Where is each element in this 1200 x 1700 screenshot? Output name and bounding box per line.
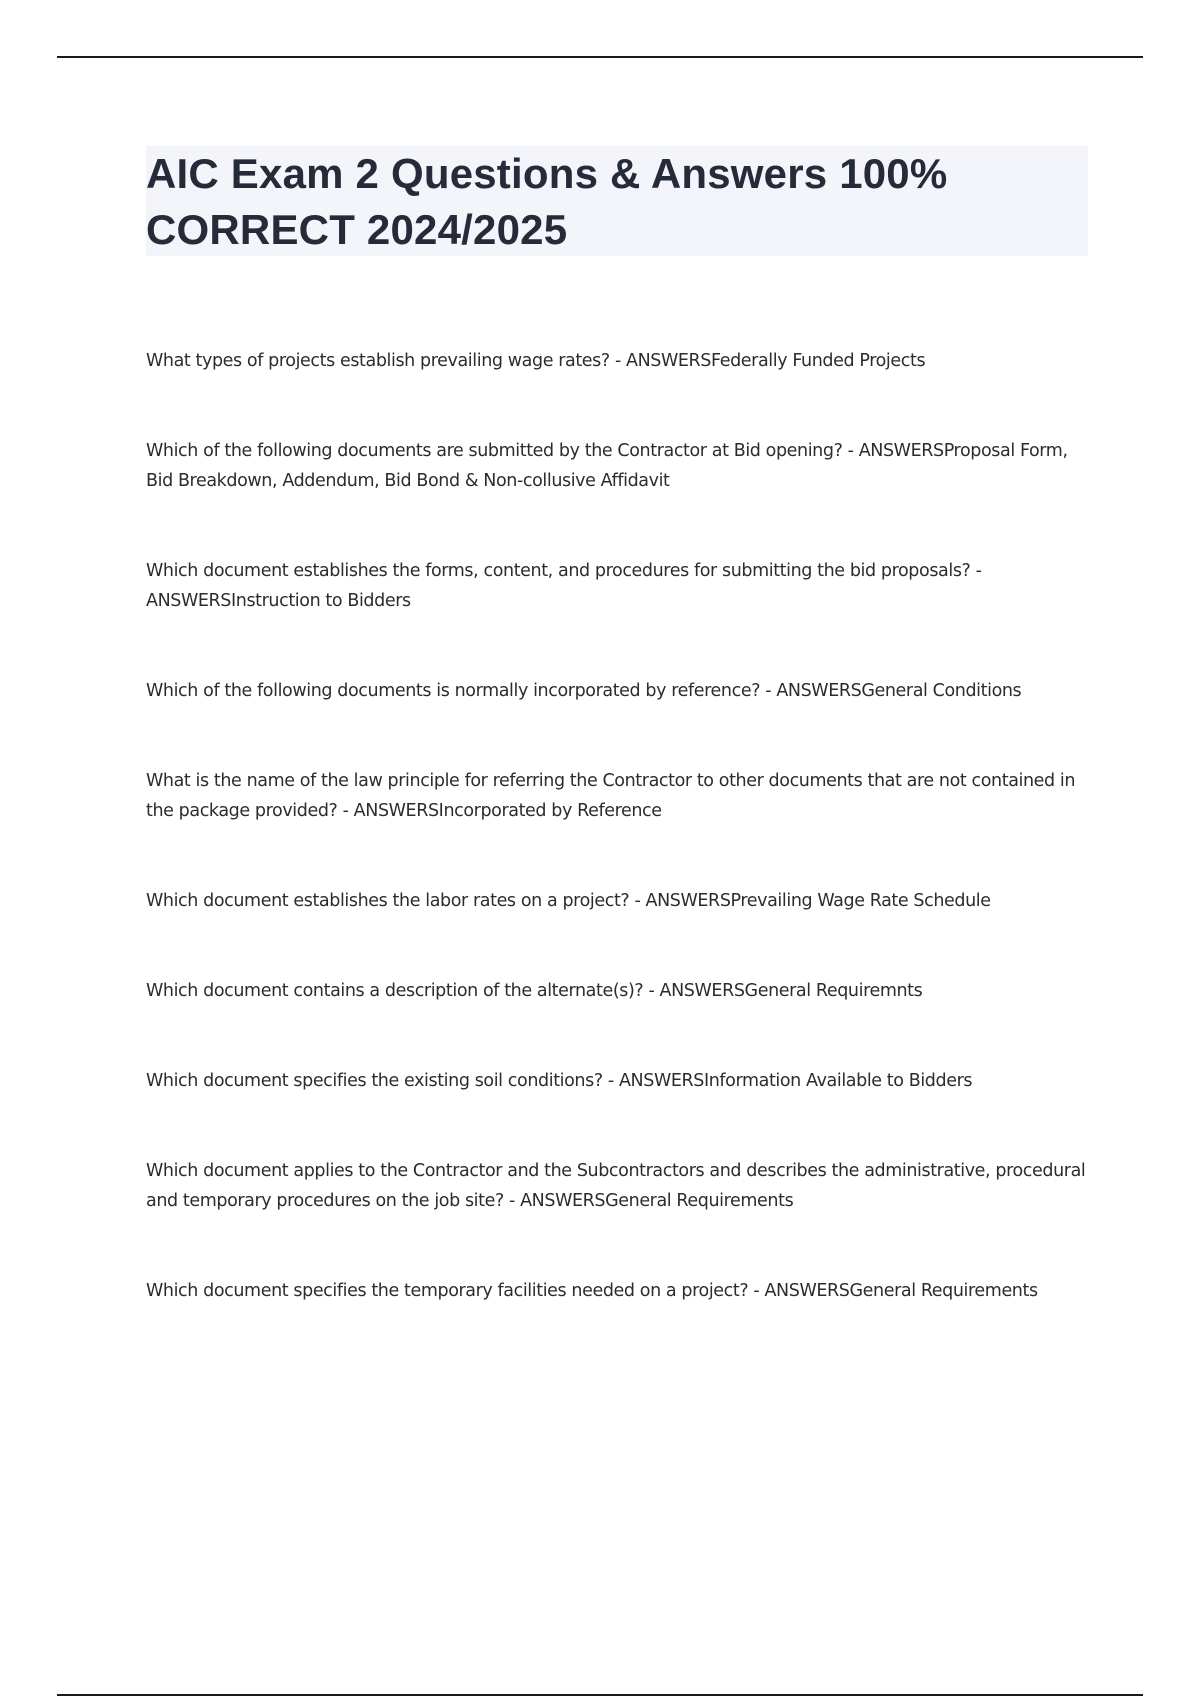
qa-item-3: Which document establishes the forms, content, and procedures for submitting the bid proposals? - ANSWERSInstruction to Bidders [146,561,982,611]
footer-rule [57,1694,1143,1696]
qa-item-5: What is the name of the law principle for referring the Contractor to other documents that are not contained in the package provided? - ANSWERSIncorporated by Reference [146,771,1076,821]
qa-item-7: Which document contains a description of the alternate(s)? - ANSWERSGeneral Requiremnts [146,981,923,1001]
qa-item-2: Which of the following documents are submitted by the Contractor at Bid opening? - ANSWERSProposal Form, Bid Breakdown, Addendum, Bid Bond & Non-collusive Affidavit [146,441,1068,491]
title-block [146,146,1088,256]
document-title: AIC Exam 2 Questions & Answers 100% CORRECT 2024/2025 [146,150,948,253]
qa-list [146,346,1096,1366]
qa-item-8: Which document specifies the existing soil conditions? - ANSWERSInformation Available to Bidders [146,1071,973,1091]
qa-item-6: Which document establishes the labor rates on a project? - ANSWERSPrevailing Wage Rate Schedule [146,891,991,911]
qa-item-9: Which document applies to the Contractor and the Subcontractors and describes the administrative, procedural and temporary procedures on the job site? - ANSWERSGeneral Requirements [146,1161,1086,1211]
qa-item-1: What types of projects establish prevailing wage rates? - ANSWERSFederally Funded Projects [146,351,926,371]
header-rule [57,56,1143,58]
qa-item-10: Which document specifies the temporary facilities needed on a project? - ANSWERSGeneral Requirements [146,1281,1038,1301]
qa-item-4: Which of the following documents is normally incorporated by reference? - ANSWERSGeneral Conditions [146,681,1022,701]
